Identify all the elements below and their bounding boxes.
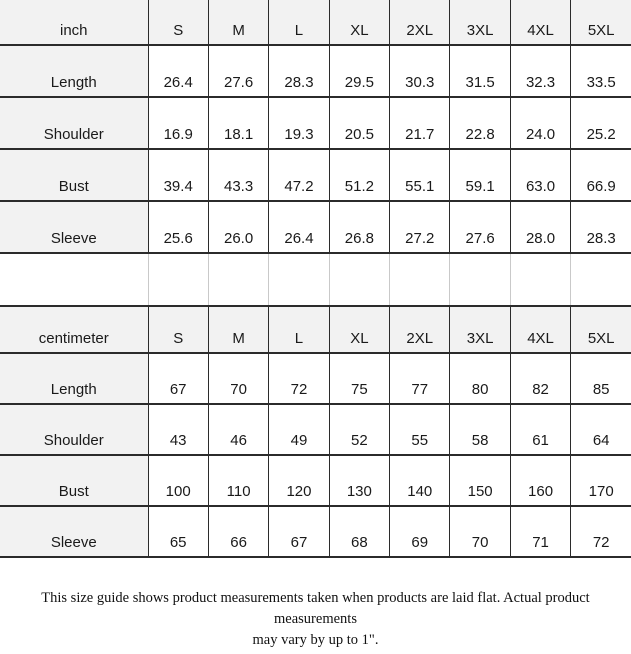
value-cell: 24.0 bbox=[510, 97, 570, 149]
value-cell: 43 bbox=[148, 404, 208, 455]
size-header-cell: XL bbox=[329, 306, 389, 353]
size-header-cell: 5XL bbox=[571, 0, 631, 45]
value-cell: 61 bbox=[510, 404, 570, 455]
value-cell: 82 bbox=[510, 353, 570, 404]
value-cell: 46 bbox=[208, 404, 268, 455]
size-header-cell: 2XL bbox=[390, 0, 450, 45]
unit-header-cell: centimeter bbox=[0, 306, 148, 353]
value-cell: 25.2 bbox=[571, 97, 631, 149]
size-header-cell: S bbox=[148, 0, 208, 45]
value-cell: 69 bbox=[390, 506, 450, 557]
value-cell: 47.2 bbox=[269, 149, 329, 201]
value-cell: 21.7 bbox=[390, 97, 450, 149]
value-cell: 28.3 bbox=[269, 45, 329, 97]
value-cell: 70 bbox=[208, 353, 268, 404]
value-cell: 160 bbox=[510, 455, 570, 506]
table-row bbox=[0, 0, 631, 45]
value-cell: 28.0 bbox=[510, 201, 570, 253]
spacer-cell bbox=[450, 253, 510, 306]
measurement-label-cell: Length bbox=[0, 353, 148, 404]
value-cell: 75 bbox=[329, 353, 389, 404]
value-cell: 27.2 bbox=[390, 201, 450, 253]
value-cell: 49 bbox=[269, 404, 329, 455]
value-cell: 29.5 bbox=[329, 45, 389, 97]
value-cell: 150 bbox=[450, 455, 510, 506]
size-header-cell: 5XL bbox=[571, 306, 631, 353]
value-cell: 68 bbox=[329, 506, 389, 557]
measurement-label-cell: Sleeve bbox=[0, 506, 148, 557]
value-cell: 64 bbox=[571, 404, 631, 455]
value-cell: 55 bbox=[390, 404, 450, 455]
spacer-cell bbox=[510, 253, 570, 306]
unit-header-cell: inch bbox=[0, 0, 148, 45]
measurement-label-cell: Sleeve bbox=[0, 201, 148, 253]
spacer-row bbox=[0, 253, 631, 306]
value-cell: 67 bbox=[148, 353, 208, 404]
table-row bbox=[0, 506, 631, 557]
size-header-cell: 2XL bbox=[390, 306, 450, 353]
size-header-cell: XL bbox=[329, 0, 389, 45]
value-cell: 28.3 bbox=[571, 201, 631, 253]
value-cell: 170 bbox=[571, 455, 631, 506]
size-header-cell: 4XL bbox=[510, 0, 570, 45]
size-header-cell: 3XL bbox=[450, 0, 510, 45]
size-header-cell: S bbox=[148, 306, 208, 353]
spacer-cell bbox=[269, 253, 329, 306]
value-cell: 80 bbox=[450, 353, 510, 404]
size-header-cell: L bbox=[269, 306, 329, 353]
value-cell: 26.8 bbox=[329, 201, 389, 253]
table-row bbox=[0, 455, 631, 506]
value-cell: 140 bbox=[390, 455, 450, 506]
measurement-label-cell: Shoulder bbox=[0, 404, 148, 455]
value-cell: 72 bbox=[269, 353, 329, 404]
value-cell: 66.9 bbox=[571, 149, 631, 201]
value-cell: 39.4 bbox=[148, 149, 208, 201]
value-cell: 110 bbox=[208, 455, 268, 506]
value-cell: 16.9 bbox=[148, 97, 208, 149]
table-row bbox=[0, 353, 631, 404]
value-cell: 30.3 bbox=[390, 45, 450, 97]
measurement-label-cell: Shoulder bbox=[0, 97, 148, 149]
value-cell: 55.1 bbox=[390, 149, 450, 201]
spacer-cell bbox=[390, 253, 450, 306]
table-row bbox=[0, 149, 631, 201]
value-cell: 67 bbox=[269, 506, 329, 557]
measurement-label-cell: Bust bbox=[0, 455, 148, 506]
size-guide-note bbox=[0, 588, 631, 651]
size-header-cell: 3XL bbox=[450, 306, 510, 353]
value-cell: 32.3 bbox=[510, 45, 570, 97]
value-cell: 18.1 bbox=[208, 97, 268, 149]
value-cell: 43.3 bbox=[208, 149, 268, 201]
value-cell: 26.4 bbox=[269, 201, 329, 253]
value-cell: 26.0 bbox=[208, 201, 268, 253]
value-cell: 71 bbox=[510, 506, 570, 557]
value-cell: 51.2 bbox=[329, 149, 389, 201]
value-cell: 65 bbox=[148, 506, 208, 557]
spacer-cell bbox=[208, 253, 268, 306]
value-cell: 52 bbox=[329, 404, 389, 455]
size-header-cell: M bbox=[208, 0, 268, 45]
note-line: This size guide shows product measurements taken when products are laid flat. Actual product measurements bbox=[41, 590, 590, 628]
spacer-cell bbox=[329, 253, 389, 306]
size-header-cell: M bbox=[208, 306, 268, 353]
size-header-cell: 4XL bbox=[510, 306, 570, 353]
value-cell: 77 bbox=[390, 353, 450, 404]
spacer-cell bbox=[148, 253, 208, 306]
note-line: may vary by up to 1". bbox=[252, 632, 379, 649]
spacer-cell bbox=[571, 253, 631, 306]
value-cell: 59.1 bbox=[450, 149, 510, 201]
value-cell: 20.5 bbox=[329, 97, 389, 149]
measurement-label-cell: Bust bbox=[0, 149, 148, 201]
table-row bbox=[0, 404, 631, 455]
table-row bbox=[0, 306, 631, 353]
value-cell: 33.5 bbox=[571, 45, 631, 97]
value-cell: 22.8 bbox=[450, 97, 510, 149]
value-cell: 27.6 bbox=[208, 45, 268, 97]
value-cell: 85 bbox=[571, 353, 631, 404]
value-cell: 58 bbox=[450, 404, 510, 455]
measurement-label-cell: Length bbox=[0, 45, 148, 97]
table-row bbox=[0, 201, 631, 253]
value-cell: 25.6 bbox=[148, 201, 208, 253]
value-cell: 130 bbox=[329, 455, 389, 506]
value-cell: 19.3 bbox=[269, 97, 329, 149]
value-cell: 120 bbox=[269, 455, 329, 506]
value-cell: 63.0 bbox=[510, 149, 570, 201]
size-header-cell: L bbox=[269, 0, 329, 45]
table-row bbox=[0, 97, 631, 149]
value-cell: 66 bbox=[208, 506, 268, 557]
value-cell: 100 bbox=[148, 455, 208, 506]
value-cell: 72 bbox=[571, 506, 631, 557]
value-cell: 70 bbox=[450, 506, 510, 557]
value-cell: 31.5 bbox=[450, 45, 510, 97]
spacer-cell bbox=[0, 253, 148, 306]
value-cell: 27.6 bbox=[450, 201, 510, 253]
value-cell: 26.4 bbox=[148, 45, 208, 97]
table-row bbox=[0, 45, 631, 97]
